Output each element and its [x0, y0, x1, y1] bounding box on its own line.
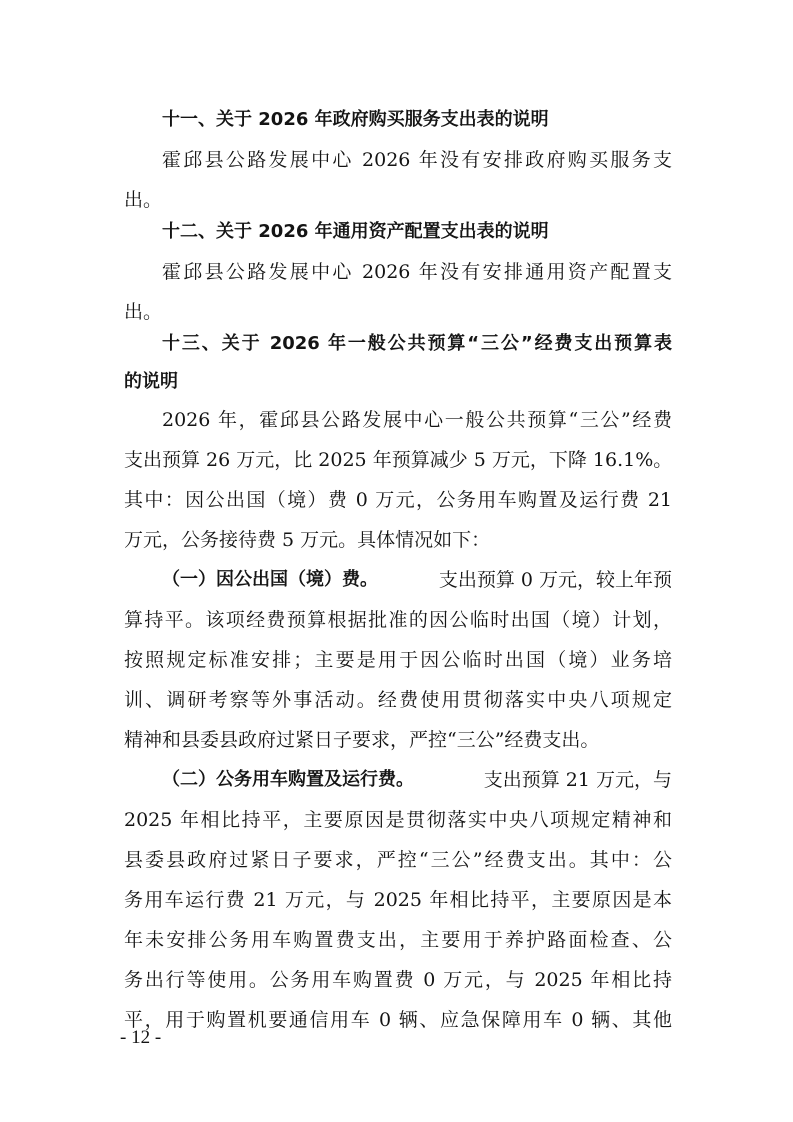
- paragraph-line: 务出行等使用。公务用车购置费 0 万元，与 2025 年相比持: [124, 969, 672, 991]
- paragraph-line: 县委县政府过紧日子要求，严控“三公”经费支出。其中：公: [124, 849, 672, 871]
- paragraph-line: 2025 年相比持平，主要原因是贯彻落实中央八项规定精神和: [124, 809, 672, 831]
- paragraph-line: 务用车运行费 21 万元，与 2025 年相比持平，主要原因是本: [124, 889, 672, 911]
- paragraph-line: 其中：因公出国（境）费 0 万元，公务用车购置及运行费 21: [124, 489, 672, 511]
- section-heading-11: 十一、关于 2026 年政府购买服务支出表的说明: [162, 109, 549, 130]
- subsection-title-1: （一）因公出国（境）费。: [162, 569, 378, 590]
- paragraph-line: 出。: [124, 189, 163, 211]
- section-heading-12: 十二、关于 2026 年通用资产配置支出表的说明: [162, 221, 549, 242]
- subsection-title-2: （二）公务用车购置及运行费。: [162, 769, 414, 790]
- paragraph-line: 支出预算 26 万元，比 2025 年预算减少 5 万元，下降 16.1%。: [124, 449, 672, 471]
- paragraph-line: 出。: [124, 301, 163, 323]
- paragraph-text: 支出预算 21 万元，与: [483, 769, 672, 791]
- paragraph-line: 精神和县委县政府过紧日子要求，严控“三公”经费支出。: [124, 729, 600, 751]
- paragraph-line: 霍邱县公路发展中心 2026 年没有安排通用资产配置支: [162, 261, 672, 283]
- paragraph-line: 万元，公务接待费 5 万元。具体情况如下：: [124, 529, 491, 551]
- section-heading-13: 十三、关于 2026 年一般公共预算“三公”经费支出预算表: [162, 333, 672, 354]
- paragraph-line: 训、调研考察等外事活动。经费使用贯彻落实中央八项规定: [124, 689, 672, 711]
- section-heading-13-cont: 的说明: [124, 371, 178, 392]
- paragraph-line: 平，用于购置机要通信用车 0 辆、应急保障用车 0 辆、其他: [124, 1009, 672, 1031]
- paragraph-line: 霍邱县公路发展中心 2026 年没有安排政府购买服务支: [162, 149, 672, 171]
- paragraph-line: 2026 年，霍邱县公路发展中心一般公共预算“三公”经费: [162, 409, 672, 431]
- subsection-line-2: [162, 760, 672, 800]
- subsection-line-1: [162, 560, 672, 600]
- page-number: - 12 -: [120, 1027, 162, 1048]
- paragraph-line: 年未安排公务用车购置费支出，主要用于养护路面检查、公: [124, 929, 672, 951]
- paragraph-text: 支出预算 0 万元，较上年预: [438, 569, 672, 591]
- paragraph-line: 按照规定标准安排；主要是用于因公临时出国（境）业务培: [124, 649, 672, 671]
- paragraph-line: 算持平。该项经费预算根据批准的因公临时出国（境）计划，: [124, 609, 672, 631]
